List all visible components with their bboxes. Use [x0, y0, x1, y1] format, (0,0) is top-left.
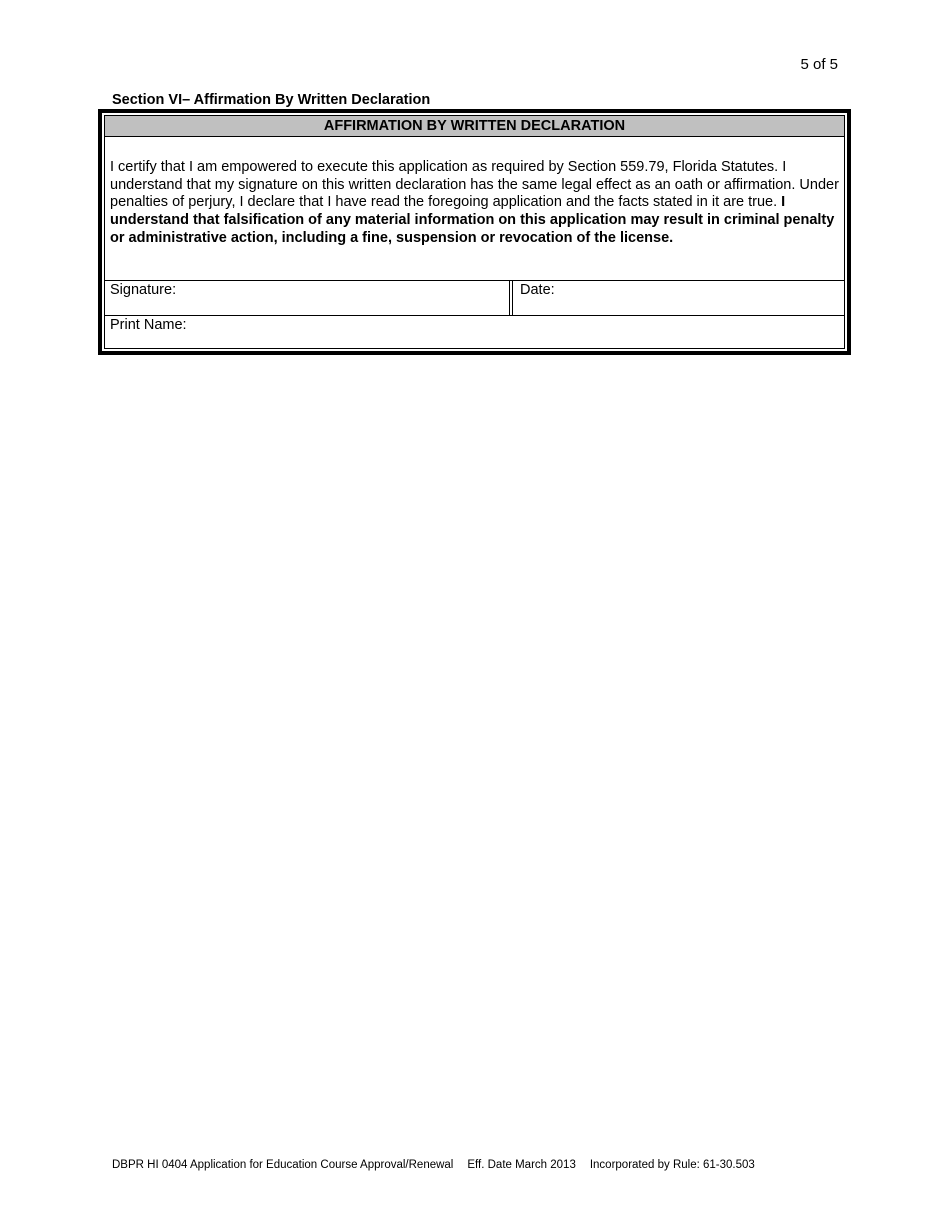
signature-field[interactable] — [105, 281, 510, 316]
footer-eff-date: Eff. Date March 2013 — [467, 1159, 576, 1171]
declaration-statement — [110, 159, 842, 248]
page-number: 5 of 5 — [800, 56, 838, 73]
signature-row — [105, 280, 844, 316]
footer-rule: Incorporated by Rule: 61-30.503 — [589, 1159, 755, 1171]
footer-form-id: DBPR HI 0404 Application for Education Course Approval/Renewal — [112, 1159, 454, 1171]
section-title: Section VI– Affirmation By Written Declaration — [112, 92, 431, 108]
date-label: Date: — [520, 282, 555, 298]
print-name-row — [105, 315, 844, 350]
affirmation-form — [98, 109, 851, 355]
form-header: AFFIRMATION BY WRITTEN DECLARATION — [105, 116, 844, 137]
affirmation-form-inner — [104, 115, 845, 349]
declaration-warning: I understand that falsification of any material information on this application may result in criminal penalty or administrative action, including a fine, suspension or revocation of the license. — [110, 194, 835, 246]
print-name-field[interactable] — [105, 316, 844, 350]
declaration-text: I certify that I am empowered to execute this application as required by Section 559.79, Florida Statutes. I understand that my signature on this written declaration has the same legal effect as an oath or affirmation. Under penalties of perjury, I declare that I have read the foregoing application and the facts stated in it are true. — [110, 159, 839, 211]
print-name-label: Print Name: — [110, 317, 187, 333]
signature-label: Signature: — [110, 282, 177, 298]
date-field[interactable] — [512, 281, 844, 316]
page-footer — [112, 1159, 755, 1171]
